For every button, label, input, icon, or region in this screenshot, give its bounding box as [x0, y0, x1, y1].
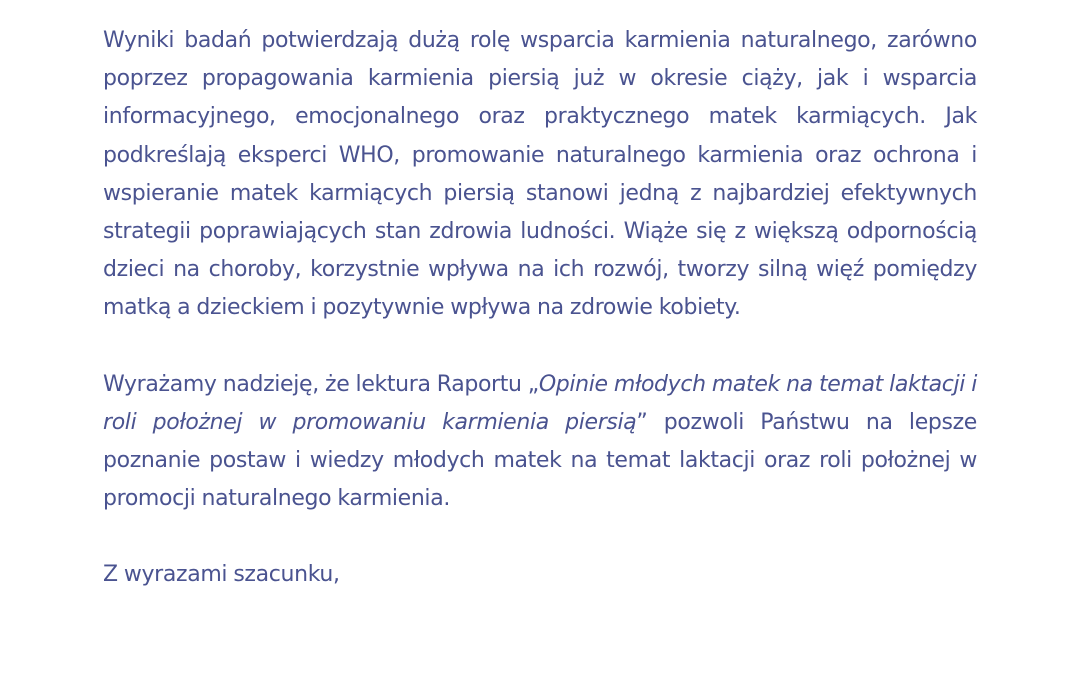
report-title: Opinie młodych matek na temat laktacji i roli położnej w promowaniu karmienia piersią: [103, 371, 977, 435]
paragraph-report-intro: [103, 366, 977, 519]
report-intro-text: Wyrażamy nadzieję, że lektura Raportu „: [103, 371, 539, 397]
closing-salutation: Z wyrazami szacunku,: [103, 562, 340, 588]
paragraph-research-findings: Wyniki badań potwierdzają dużą rolę wsparcia karmienia naturalnego, zarówno poprzez propagowania karmienia piersią już w okresie ciąży, jak i wsparcia informacyjnego, emocjonalnego oraz praktycznego matek karmiących. Jak podkreślają eksperci WHO, promowanie naturalnego karmienia oraz ochrona i wspieranie matek karmiących piersią stanowi jedną z najbardziej efektywnych strategii poprawiających stan zdrowia ludności. Wiąże się z większą odpornością dzieci na choroby, korzystnie wpływa na ich rozwój, tworzy silną więź pomiędzy matką a dzieckiem i pozytywnie wpływa na zdrowie kobiety.: [103, 28, 977, 321]
report-intro-continuation: ” pozwoli Państwu na lepsze poznanie postaw i wiedzy młodych matek na temat laktacji oraz roli położnej w promocji naturalnego karmienia.: [103, 409, 977, 512]
